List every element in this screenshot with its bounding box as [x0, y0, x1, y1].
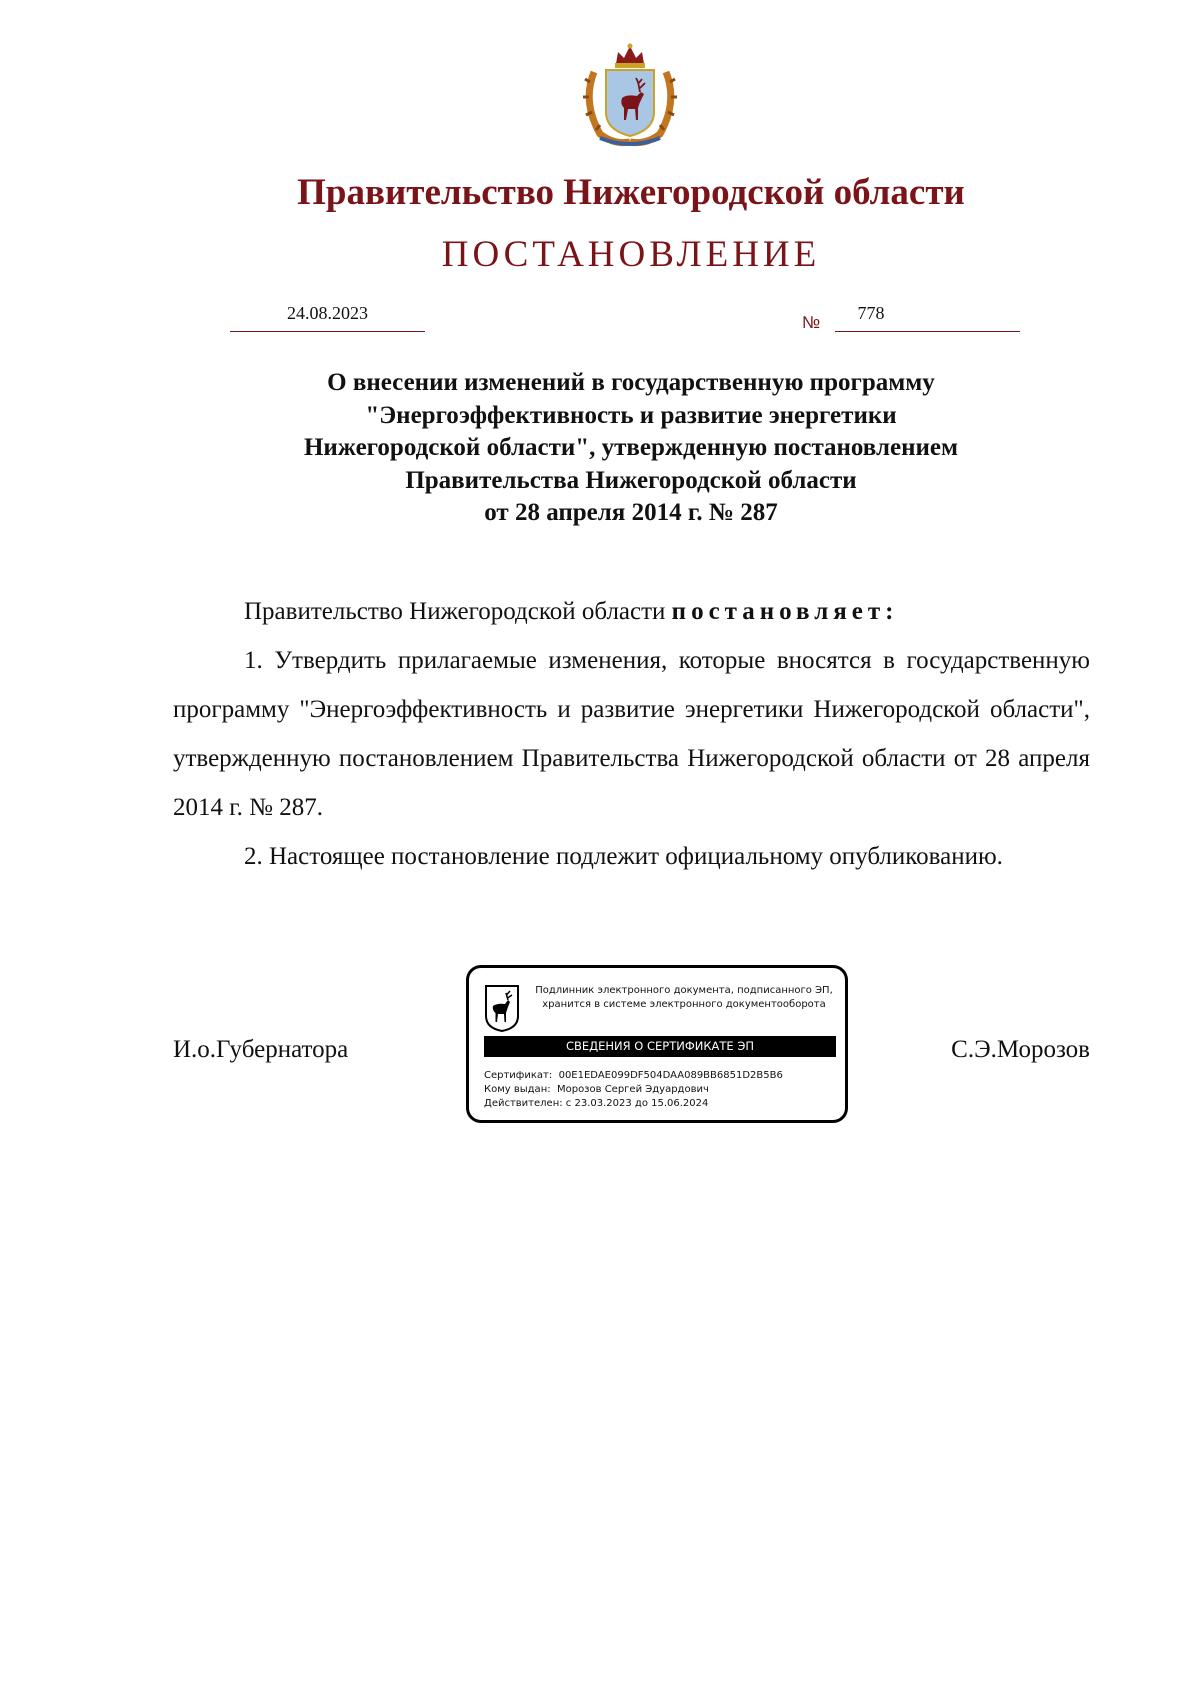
number-sign: №: [802, 313, 821, 332]
stamp-caption-line: хранится в системе электронного документооборота: [542, 999, 826, 1010]
certificate-info-header: СВЕДЕНИЯ О СЕРТИФИКАТЕ ЭП: [484, 1036, 836, 1057]
decree-item-2: 2. Настоящее постановление подлежит официальному опубликованию.: [244, 843, 1003, 870]
issued-to-label: Кому выдан:: [484, 1084, 551, 1095]
coat-of-arms-icon: [580, 42, 680, 148]
signer-name: С.Э.Морозов: [951, 1036, 1090, 1063]
certificate-label: Сертификат:: [484, 1070, 553, 1081]
subject-line: Нижегородской области", утвержденную постановлением: [303, 434, 959, 461]
document-number: 778: [857, 303, 885, 323]
issued-to-value: Морозов Сергей Эдуардович: [556, 1084, 709, 1095]
certificate-row: [484, 1069, 783, 1082]
electronic-signature-stamp: [466, 965, 848, 1123]
document-subject: [200, 367, 1062, 530]
intro-verb: постановляет:: [671, 598, 899, 625]
decree-item-1: 1. Утвердить прилагаемые изменения, которые вносятся в государственную программу "Энергоэффективность и развитие энергетики Нижегородской области", утвержденную постановлением Правительства Нижегородской области от 28 апреля 2014 г. № 287.: [173, 647, 1090, 821]
deer-emblem-icon: [484, 984, 520, 1032]
validity-row: [484, 1097, 708, 1110]
issued-to-row: [484, 1083, 709, 1096]
government-title: Правительство Нижегородской области: [297, 172, 965, 213]
subject-line: "Энергоэффективность и развитие энергетики: [365, 401, 897, 429]
subject-line: от 28 апреля 2014 г. № 287: [484, 499, 778, 526]
signer-position: И.о.Губернатора: [173, 1036, 349, 1063]
intro-text: Правительство Нижегородской области: [244, 598, 666, 625]
stamp-caption: [524, 984, 844, 1012]
subject-line: Правительства Нижегородской области: [405, 466, 857, 494]
certificate-value: 00E1EDAE099DF504DAA089BB6851D2B5B6: [558, 1070, 783, 1081]
number-underline: [835, 331, 1020, 332]
document-type-title: ПОСТАНОВЛЕНИЕ: [441, 234, 821, 275]
document-date: 24.08.2023: [287, 303, 368, 323]
date-underline: [230, 331, 425, 332]
subject-line: О внесении изменений в государственную программу: [327, 369, 935, 396]
decree-intro: [173, 587, 1090, 636]
stamp-caption-line: Подлинник электронного документа, подписанного ЭП,: [535, 985, 833, 996]
validity-value: с 23.03.2023 до 15.06.2024: [565, 1098, 709, 1109]
validity-label: Действителен:: [484, 1098, 563, 1109]
